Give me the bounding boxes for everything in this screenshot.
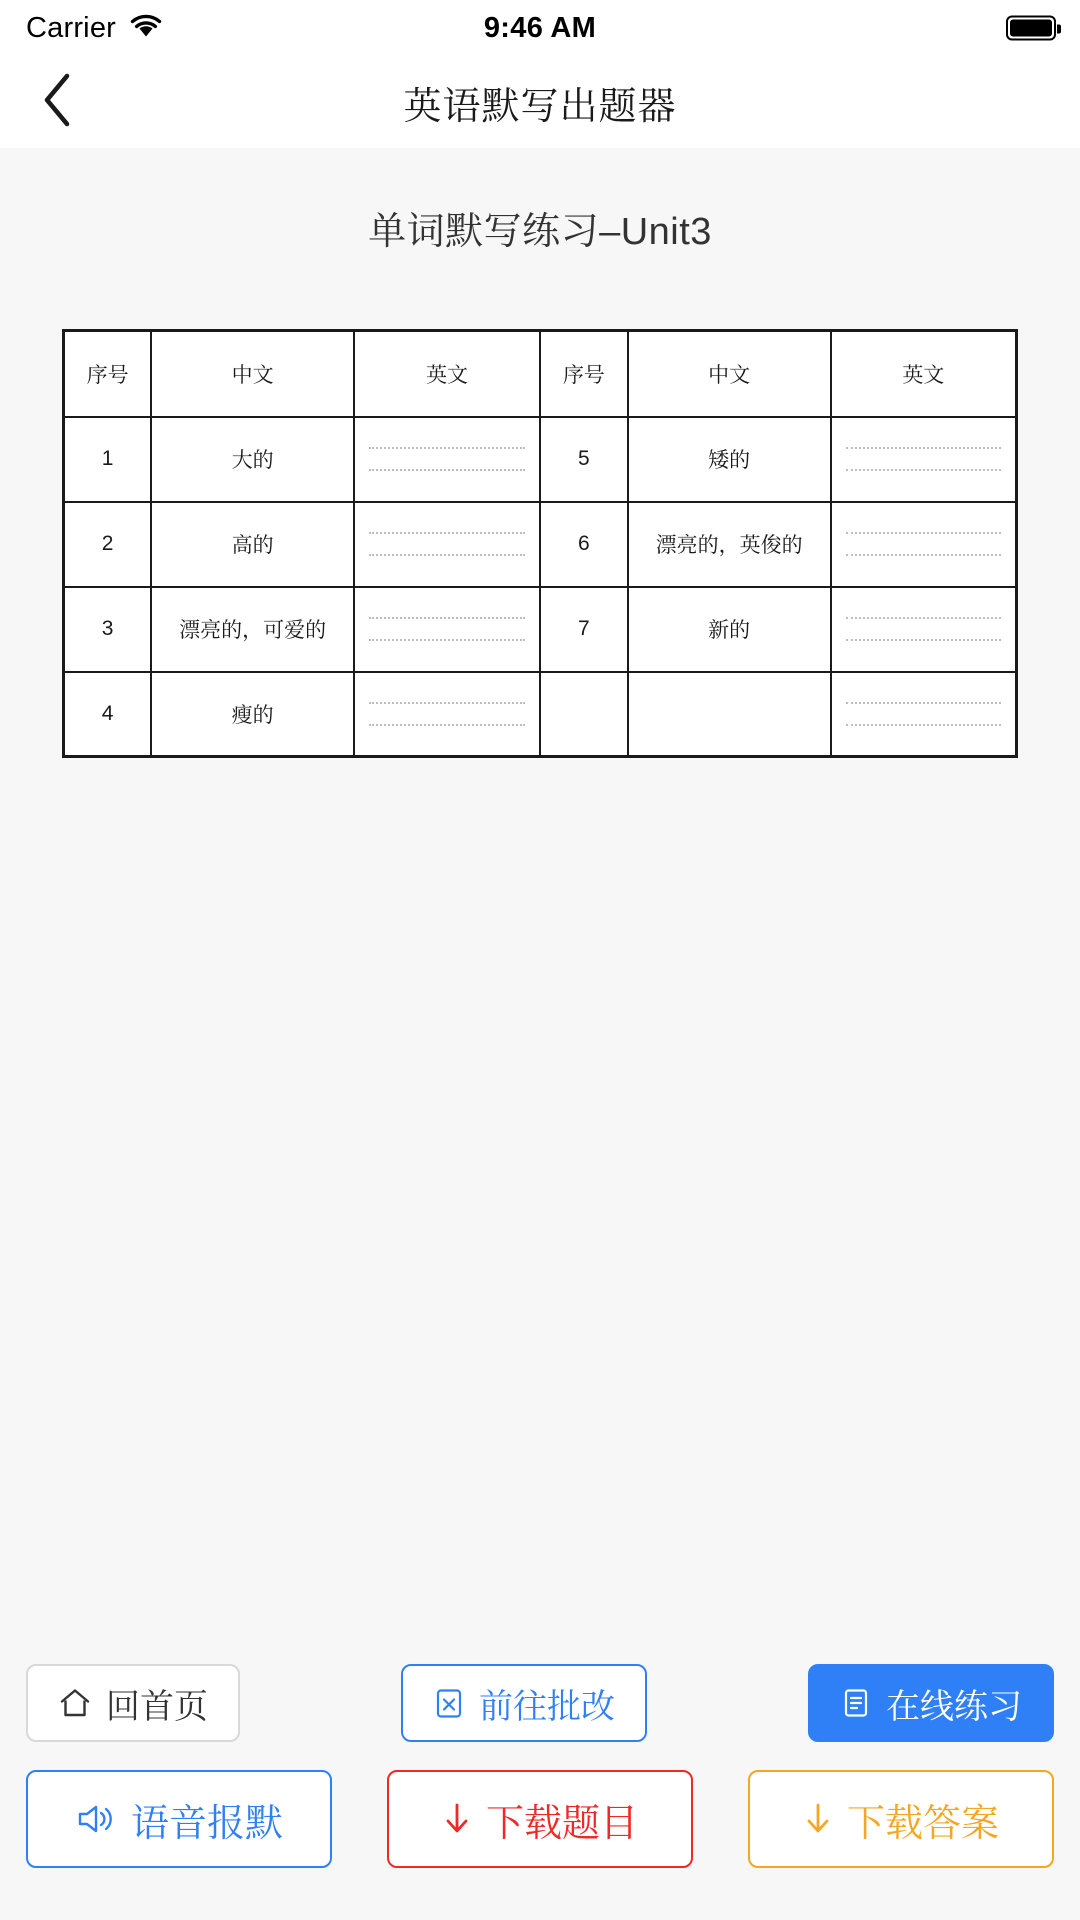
cell-english-blank[interactable] bbox=[354, 672, 540, 757]
table-row bbox=[64, 502, 1017, 587]
home-button[interactable] bbox=[26, 1664, 240, 1742]
cell-chinese bbox=[628, 672, 831, 757]
cell-english-blank[interactable] bbox=[354, 417, 540, 502]
cell-index: 5 bbox=[540, 417, 628, 502]
status-time: 9:46 AM bbox=[483, 11, 597, 44]
table-row bbox=[64, 417, 1017, 502]
column-header-english-left: 英文 bbox=[354, 331, 540, 417]
page-title: 英语默写出题器 bbox=[403, 85, 677, 128]
table-row bbox=[64, 587, 1017, 672]
cell-chinese: 瘦的 bbox=[151, 672, 354, 757]
action-row-secondary bbox=[26, 1770, 1054, 1868]
answer-lines bbox=[832, 673, 1015, 756]
back-button[interactable] bbox=[28, 72, 88, 132]
answer-lines bbox=[832, 418, 1015, 501]
column-header-index-left: 序号 bbox=[64, 331, 152, 417]
status-bar-right bbox=[1006, 16, 1056, 41]
cell-index bbox=[540, 672, 628, 757]
answer-lines bbox=[355, 588, 539, 671]
cell-chinese: 高的 bbox=[151, 502, 354, 587]
download-answers-button-label: 下载答案 bbox=[846, 1802, 999, 1845]
cell-index: 3 bbox=[64, 587, 152, 672]
battery-fill bbox=[1010, 20, 1052, 37]
main-content bbox=[0, 148, 1080, 1920]
clipboard-check-icon bbox=[433, 1686, 465, 1720]
battery-icon bbox=[1006, 16, 1056, 41]
answer-lines bbox=[832, 588, 1015, 671]
cell-index: 7 bbox=[540, 587, 628, 672]
worksheet-paper-inner bbox=[62, 329, 1018, 758]
document-icon bbox=[840, 1686, 872, 1720]
answer-lines bbox=[355, 503, 539, 586]
answer-lines bbox=[832, 503, 1015, 586]
cell-chinese: 新的 bbox=[628, 587, 831, 672]
cell-chinese: 漂亮的，英俊的 bbox=[628, 502, 831, 587]
cell-chinese: 漂亮的，可爱的 bbox=[151, 587, 354, 672]
arrow-down-icon bbox=[803, 1800, 833, 1838]
download-answers-button[interactable] bbox=[748, 1770, 1054, 1868]
cell-chinese: 大的 bbox=[151, 417, 354, 502]
answer-lines bbox=[355, 673, 539, 756]
worksheet-title: 单词默写练习–Unit3 bbox=[368, 211, 712, 253]
download-questions-button-label: 下载题目 bbox=[485, 1802, 638, 1845]
online-practice-button[interactable] bbox=[808, 1664, 1054, 1742]
voice-dictation-button[interactable] bbox=[26, 1770, 332, 1868]
column-header-english-right: 英文 bbox=[831, 331, 1017, 417]
worksheet-paper bbox=[62, 329, 1018, 758]
home-button-label: 回首页 bbox=[106, 1687, 208, 1726]
cell-english-blank[interactable] bbox=[831, 587, 1017, 672]
bottom-action-area bbox=[0, 1664, 1080, 1868]
cell-english-blank[interactable] bbox=[354, 587, 540, 672]
cell-chinese: 矮的 bbox=[628, 417, 831, 502]
action-row-primary bbox=[26, 1664, 1054, 1742]
speaker-icon bbox=[75, 1800, 117, 1838]
download-questions-button[interactable] bbox=[387, 1770, 693, 1868]
column-header-chinese-left: 中文 bbox=[151, 331, 354, 417]
cell-english-blank[interactable] bbox=[831, 417, 1017, 502]
table-header-row bbox=[64, 331, 1017, 417]
cell-index: 1 bbox=[64, 417, 152, 502]
status-bar bbox=[0, 0, 1080, 56]
cell-english-blank[interactable] bbox=[831, 672, 1017, 757]
column-header-index-right: 序号 bbox=[540, 331, 628, 417]
home-icon bbox=[58, 1686, 92, 1720]
go-correct-button[interactable] bbox=[401, 1664, 647, 1742]
cell-index: 6 bbox=[540, 502, 628, 587]
table-row bbox=[64, 672, 1017, 757]
voice-dictation-button-label: 语音报默 bbox=[130, 1802, 283, 1845]
answer-lines bbox=[355, 418, 539, 501]
carrier-label: Carrier bbox=[26, 11, 117, 44]
cell-index: 2 bbox=[64, 502, 152, 587]
chevron-left-icon bbox=[41, 72, 75, 133]
arrow-down-icon bbox=[442, 1800, 472, 1838]
online-practice-button-label: 在线练习 bbox=[886, 1687, 1022, 1726]
column-header-chinese-right: 中文 bbox=[628, 331, 831, 417]
cell-index: 4 bbox=[64, 672, 152, 757]
nav-bar bbox=[0, 56, 1080, 148]
cell-english-blank[interactable] bbox=[831, 502, 1017, 587]
go-correct-button-label: 前往批改 bbox=[479, 1687, 615, 1726]
worksheet-table bbox=[62, 329, 1018, 758]
cell-english-blank[interactable] bbox=[354, 502, 540, 587]
